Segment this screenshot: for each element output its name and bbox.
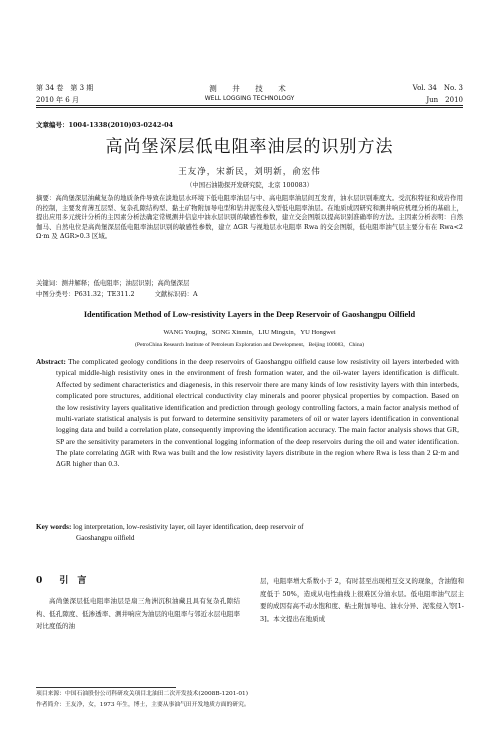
section-number: 0 [36,576,43,586]
document-code: 文献标识码：A [154,290,198,298]
keywords-cn: 关键词：测井解释；低电阻率；油层识别；高尚堡深层 [36,279,190,287]
keywords-en [36,522,459,545]
classification-line [36,290,463,299]
keywords-en-continued: Gaoshangpu oilfield [76,534,135,543]
date-cn: 2010 年 6 月 [36,96,79,104]
paper-title-en: Identification Method of Low-resistivity Layers in the Deep Reservoir of Gaoshangpu Oilfield [83,310,416,319]
section-title: 引 言 [59,576,87,586]
keywords-en-label: Key words: [36,523,72,531]
clc-number: 中图分类号：P631.32；TE311.2 [36,290,135,298]
keywords-en-text: log interpretation, low-resistivity layer, oil layer identification, deep reservoir of [73,523,304,531]
abstract-cn: 摘要：高尚堡深层油藏复杂的地质条件导致在淡地层水环境下低电阻率油层与中、高电阻率油层间互发育，油水层识别难度大。受沉积特征和成岩作用的控制，主要发育薄互层型、复杂孔隙结构型、黏土矿物附加导电型和钻井泥浆侵入型低电阻率油层。在地质成因研究和测井响应机理分析的基础上，提出应用多元统计分析的主因素分析法确定常规测井信息中油水层识别的敏感性参数，建立交会图版以提高识别准确率的方法。主因素分析表明：自然伽马、自然电位是高尚堡深层低电阻率油层识别的敏感性参数，建立 ΔGR 与视地层水电阻率 Rwa 的交会图版，低电阻率油气层主要分布在 Rwa<2 Ω·m 及 ΔGR>0.3 区域。 [36,194,463,241]
footnote-author: 作者简介：王友净，女，1973 年生，博士，主要从事油气田开发地质方面的研究。 [36,702,250,708]
body-column-left: 高尚堡深层低电阻率油层是扇三角洲沉积油藏且具有复杂孔隙结构、低孔隙度、低渗透率、测井响应为油层的电阻率与邻近水层电阻率对比度低的油 [36,597,240,631]
affiliation-en: (PetroChina Research Institute of Petroleum Exploration and Development，Beijing 100083，China) [135,342,364,348]
header-rule-bottom [36,107,463,108]
abstract-en [36,357,459,471]
volume-issue-en: Vol. 34 No. 3 [412,84,463,92]
authors-en: WANG Youjing，SONG Xinmin，LIU Mingxin，YU Hongwei [163,329,336,336]
body-column-right: 层，电阻率增大系数小于 2，有时甚至出现相互交叉的现象，含油饱和度低于 50%，造成从电性曲线上很难区分油水层。低电阻率油气层主要的成因有高不动水饱和度、粘土附加导电、油水分异、泥浆侵入等[1-3]。本文提出在地质成 [260,577,464,624]
volume-issue: 第 34 卷 第 3 期 [36,84,94,92]
journal-name-cn: 测 井 技 术 [209,84,290,93]
journal-name-en: WELL LOGGING TECHNOLOGY [204,95,295,102]
affiliation-cn: （中国石油勘探开发研究院，北京 100083） [186,182,313,189]
authors-cn: 王友净，宋新民，刘明新，俞宏伟 [178,167,321,177]
date-en: Jun 2010 [426,96,463,104]
footnote-project: 项目来源：中国石油股份公司科研攻关项目北油田二次开发技术(2008B-1201-01) [36,691,249,697]
paper-title-cn: 高尚堡深层低电阻率油层的识别方法 [105,137,394,157]
section-heading [36,575,86,588]
footnote-rule [36,687,176,688]
abstract-en-text: The complicated geology conditions in the deep reservoirs of Gaoshangpu oilfield cause low resistivity oil layers interbeded with typical middle-high resistivity ones in the environment of fresh formation water, and the oil-water layers identification is difficult. Affected by sediment characteristics and diagenesis, in this reservoir there are many kinds of low resistivity layers with thin interbeds, complicated pore structures, additional electrical conductivity clay minerals and poorer physical properties by compaction. Based on the low resistivity layers qualitative identification and prediction through geology controlling factors, a main factor analysis method of multi-variate statistical analysis is put forward to determine sensitivity parameters of oil or water layers identification in conventional logging data and build a correlation plate, consequently improving the identification accuracy. The main factor analysis shows that GR, SP are the sensitivity parameters in the conventional logging information of the deep reservoirs during the oil and water identification. The plate correlating ΔGR with Rwa was built and the low resistivity layers distribute in the region where Rwa is less than 2 Ω·m and ΔGR higher than 0.3. [56,358,459,469]
article-number: 文章编号：1004-1338(2010)03-0242-04 [36,121,174,129]
header-rule-top [36,105,463,106]
journal-header [36,83,463,107]
abstract-en-label: Abstract: [36,358,67,366]
